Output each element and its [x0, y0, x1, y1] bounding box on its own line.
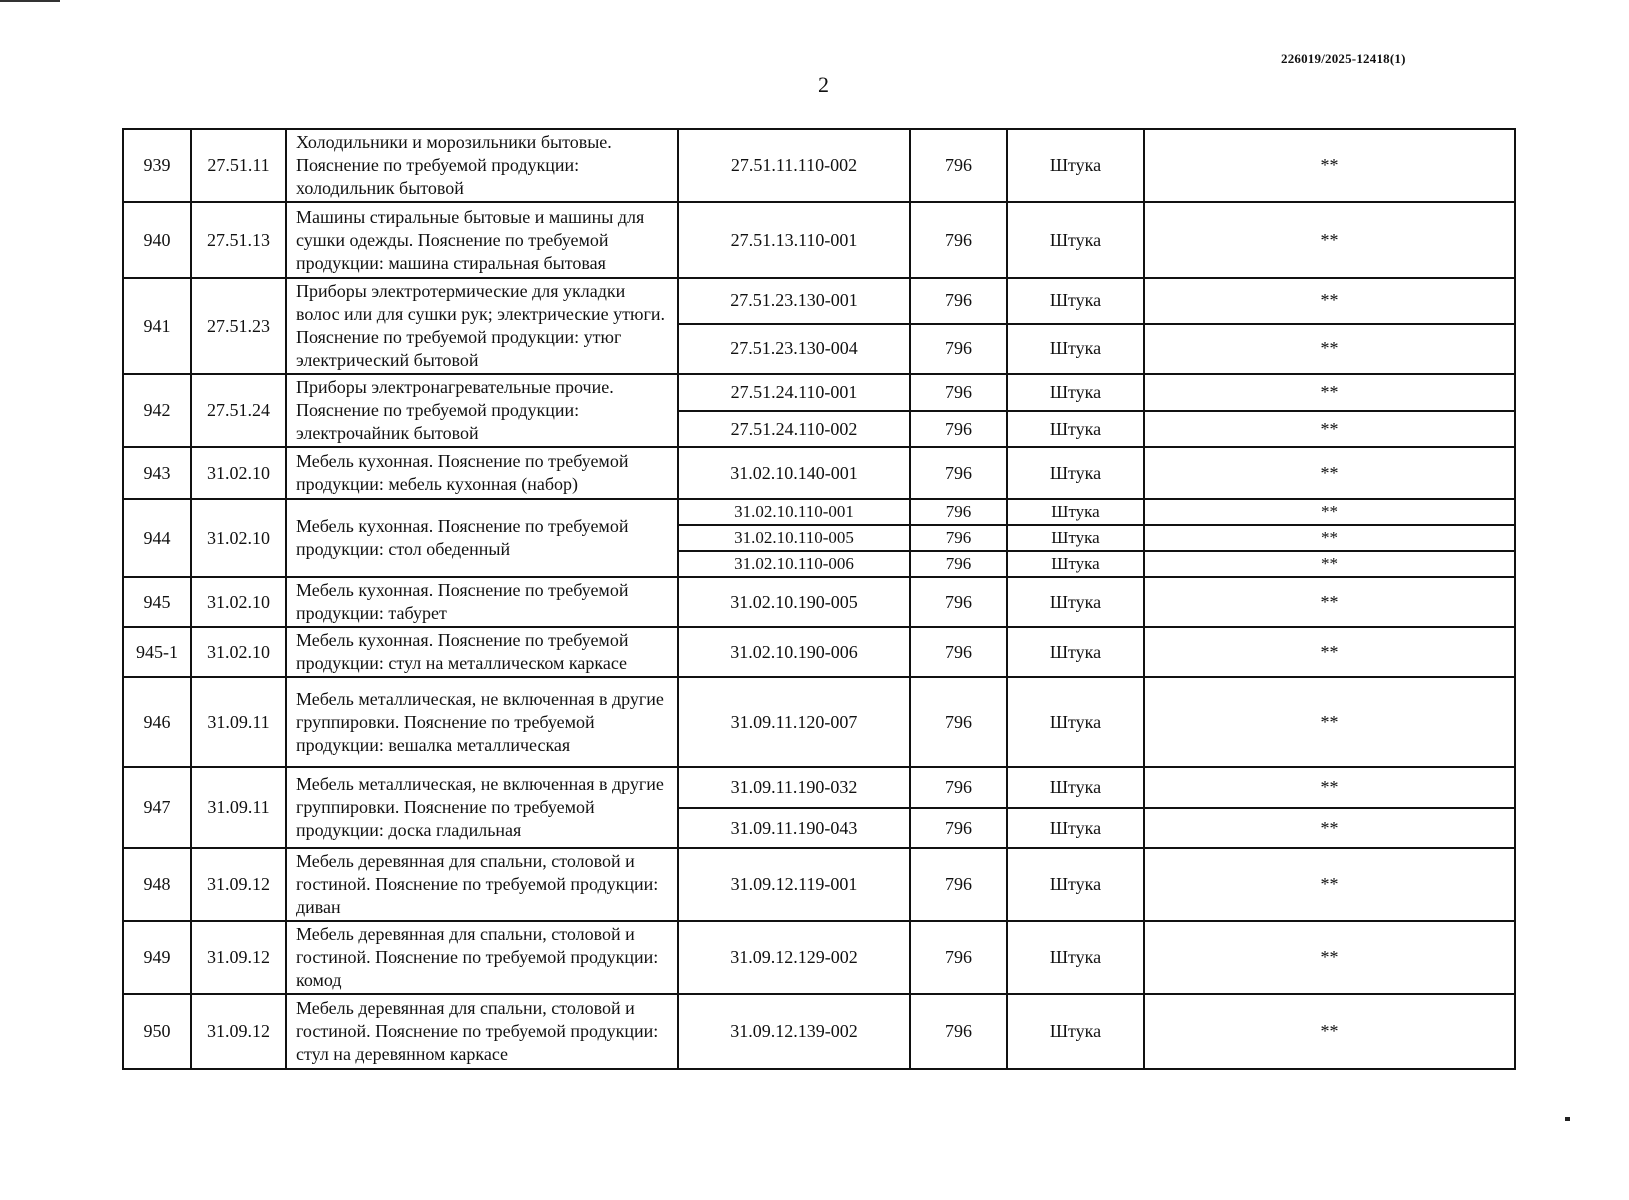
unit-cell: Штука: [1007, 411, 1144, 447]
products-table: [122, 128, 1516, 1070]
unit-cell: Штука: [1007, 921, 1144, 994]
unit-cell: Штука: [1007, 499, 1144, 525]
okpd-code-cell: 31.02.10: [191, 627, 286, 677]
okpd-code-cell: 27.51.24: [191, 374, 286, 447]
page-number: 2: [818, 72, 829, 97]
row-number-cell: 941: [123, 278, 191, 374]
ktru-code-cell: 31.09.12.129-002: [678, 921, 910, 994]
table-row: [123, 447, 1515, 499]
table-row: [123, 677, 1515, 767]
unit-cell: Штука: [1007, 808, 1144, 848]
ktru-code-cell: 27.51.24.110-002: [678, 411, 910, 447]
product-name-cell: Холодильники и морозильники бытовые. Пояснение по требуемой продукции: холодильник бытовой: [286, 129, 678, 202]
mark-cell: **: [1144, 374, 1515, 411]
ktru-code-cell: 31.09.12.119-001: [678, 848, 910, 921]
product-name-cell: Мебель кухонная. Пояснение по требуемой продукции: стул на металлическом каркасе: [286, 627, 678, 677]
okpd-code-cell: 27.51.23: [191, 278, 286, 374]
ktru-code-cell: 31.02.10.140-001: [678, 447, 910, 499]
mark-cell: **: [1144, 677, 1515, 767]
okei-code-cell: 796: [910, 677, 1007, 767]
table-row: [123, 627, 1515, 677]
unit-cell: Штука: [1007, 278, 1144, 324]
product-name-cell: Мебель кухонная. Пояснение по требуемой продукции: стол обеденный: [286, 499, 678, 577]
product-name-cell: Приборы электротермические для укладки волос или для сушки рук; электрические утюги. Пояснение по требуемой продукции: утюг электрический бытовой: [286, 278, 678, 374]
table-row: [123, 499, 1515, 525]
row-number-cell: 943: [123, 447, 191, 499]
okei-code-cell: 796: [910, 202, 1007, 278]
mark-cell: **: [1144, 129, 1515, 202]
unit-cell: Штука: [1007, 994, 1144, 1069]
mark-cell: **: [1144, 994, 1515, 1069]
product-name-cell: Мебель металлическая, не включенная в другие группировки. Пояснение по требуемой продукции: вешалка металлическая: [286, 677, 678, 767]
product-name-cell: Мебель металлическая, не включенная в другие группировки. Пояснение по требуемой продукции: доска гладильная: [286, 767, 678, 848]
table-row: [123, 848, 1515, 921]
row-number-cell: 947: [123, 767, 191, 848]
ktru-code-cell: 31.09.11.190-032: [678, 767, 910, 808]
ktru-code-cell: 31.09.11.120-007: [678, 677, 910, 767]
ktru-code-cell: 31.09.11.190-043: [678, 808, 910, 848]
ktru-code-cell: 31.02.10.110-006: [678, 551, 910, 577]
products-table-body: [123, 129, 1515, 1069]
product-name-cell: Приборы электронагревательные прочие. Пояснение по требуемой продукции: электрочайник бытовой: [286, 374, 678, 447]
mark-cell: **: [1144, 551, 1515, 577]
mark-cell: **: [1144, 767, 1515, 808]
mark-cell: **: [1144, 324, 1515, 374]
mark-cell: **: [1144, 411, 1515, 447]
mark-cell: **: [1144, 447, 1515, 499]
mark-cell: **: [1144, 808, 1515, 848]
product-name-cell: Мебель кухонная. Пояснение по требуемой продукции: мебель кухонная (набор): [286, 447, 678, 499]
mark-cell: **: [1144, 278, 1515, 324]
scan-edge-mark: [0, 0, 60, 2]
table-row: [123, 374, 1515, 411]
unit-cell: Штука: [1007, 848, 1144, 921]
table-row: [123, 129, 1515, 202]
ktru-code-cell: 31.02.10.110-001: [678, 499, 910, 525]
unit-cell: Штука: [1007, 525, 1144, 551]
ktru-code-cell: 31.02.10.190-006: [678, 627, 910, 677]
row-number-cell: 945-1: [123, 627, 191, 677]
okpd-code-cell: 31.09.12: [191, 921, 286, 994]
okpd-code-cell: 31.02.10: [191, 577, 286, 627]
okei-code-cell: 796: [910, 767, 1007, 808]
unit-cell: Штука: [1007, 447, 1144, 499]
row-number-cell: 945: [123, 577, 191, 627]
mark-cell: **: [1144, 202, 1515, 278]
mark-cell: **: [1144, 499, 1515, 525]
mark-cell: **: [1144, 627, 1515, 677]
okpd-code-cell: 31.09.12: [191, 848, 286, 921]
row-number-cell: 939: [123, 129, 191, 202]
product-name-cell: Мебель деревянная для спальни, столовой и гостиной. Пояснение по требуемой продукции: стул на деревянном каркасе: [286, 994, 678, 1069]
table-row: [123, 278, 1515, 324]
table-row: [123, 921, 1515, 994]
product-name-cell: Мебель кухонная. Пояснение по требуемой продукции: табурет: [286, 577, 678, 627]
row-number-cell: 944: [123, 499, 191, 577]
okei-code-cell: 796: [910, 551, 1007, 577]
okei-code-cell: 796: [910, 374, 1007, 411]
unit-cell: Штука: [1007, 627, 1144, 677]
ktru-code-cell: 27.51.23.130-004: [678, 324, 910, 374]
okei-code-cell: 796: [910, 525, 1007, 551]
unit-cell: Штука: [1007, 677, 1144, 767]
row-number-cell: 949: [123, 921, 191, 994]
mark-cell: **: [1144, 921, 1515, 994]
row-number-cell: 950: [123, 994, 191, 1069]
product-name-cell: Мебель деревянная для спальни, столовой и гостиной. Пояснение по требуемой продукции: диван: [286, 848, 678, 921]
table-row: [123, 202, 1515, 278]
okei-code-cell: 796: [910, 324, 1007, 374]
okpd-code-cell: 31.09.11: [191, 767, 286, 848]
unit-cell: Штука: [1007, 551, 1144, 577]
table-row: [123, 577, 1515, 627]
okei-code-cell: 796: [910, 411, 1007, 447]
ktru-code-cell: 27.51.13.110-001: [678, 202, 910, 278]
unit-cell: Штука: [1007, 202, 1144, 278]
row-number-cell: 948: [123, 848, 191, 921]
okei-code-cell: 796: [910, 499, 1007, 525]
okpd-code-cell: 31.09.11: [191, 677, 286, 767]
okpd-code-cell: 31.02.10: [191, 499, 286, 577]
okei-code-cell: 796: [910, 447, 1007, 499]
unit-cell: Штука: [1007, 129, 1144, 202]
row-number-cell: 942: [123, 374, 191, 447]
okei-code-cell: 796: [910, 994, 1007, 1069]
okpd-code-cell: 31.02.10: [191, 447, 286, 499]
okei-code-cell: 796: [910, 808, 1007, 848]
okei-code-cell: 796: [910, 921, 1007, 994]
ktru-code-cell: 27.51.23.130-001: [678, 278, 910, 324]
row-number-cell: 940: [123, 202, 191, 278]
unit-cell: Штука: [1007, 374, 1144, 411]
unit-cell: Штука: [1007, 324, 1144, 374]
unit-cell: Штука: [1007, 577, 1144, 627]
okpd-code-cell: 27.51.11: [191, 129, 286, 202]
mark-cell: **: [1144, 848, 1515, 921]
row-number-cell: 946: [123, 677, 191, 767]
mark-cell: **: [1144, 525, 1515, 551]
ktru-code-cell: 27.51.11.110-002: [678, 129, 910, 202]
ktru-code-cell: 31.02.10.110-005: [678, 525, 910, 551]
okpd-code-cell: 27.51.13: [191, 202, 286, 278]
mark-cell: **: [1144, 577, 1515, 627]
okei-code-cell: 796: [910, 848, 1007, 921]
ktru-code-cell: 31.02.10.190-005: [678, 577, 910, 627]
scan-dot-mark: [1565, 1117, 1570, 1121]
okpd-code-cell: 31.09.12: [191, 994, 286, 1069]
table-row: [123, 994, 1515, 1069]
okei-code-cell: 796: [910, 278, 1007, 324]
product-name-cell: Мебель деревянная для спальни, столовой и гостиной. Пояснение по требуемой продукции: комод: [286, 921, 678, 994]
okei-code-cell: 796: [910, 129, 1007, 202]
okei-code-cell: 796: [910, 627, 1007, 677]
table-row: [123, 767, 1515, 808]
okei-code-cell: 796: [910, 577, 1007, 627]
ktru-code-cell: 27.51.24.110-001: [678, 374, 910, 411]
ktru-code-cell: 31.09.12.139-002: [678, 994, 910, 1069]
document-number: 226019/2025-12418(1): [1281, 51, 1406, 66]
product-name-cell: Машины стиральные бытовые и машины для сушки одежды. Пояснение по требуемой продукции: машина стиральная бытовая: [286, 202, 678, 278]
unit-cell: Штука: [1007, 767, 1144, 808]
